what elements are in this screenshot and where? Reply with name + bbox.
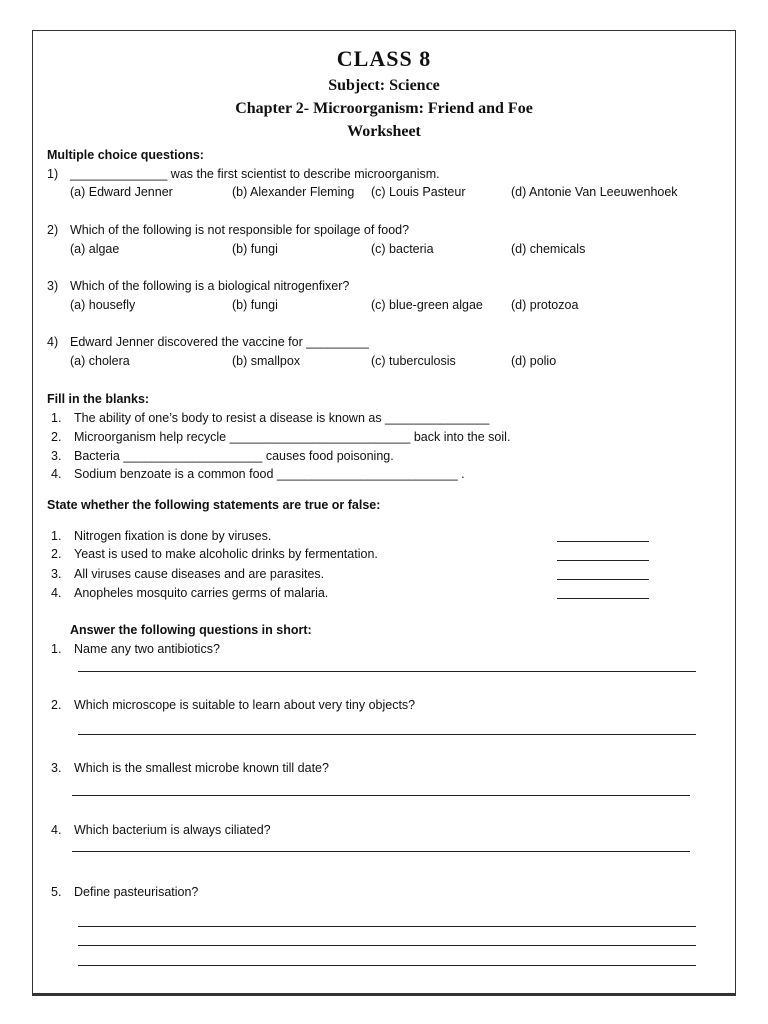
item-text: Define pasteurisation? — [74, 885, 199, 899]
option-c: (c) bacteria — [371, 242, 434, 256]
item-text: Name any two antibiotics? — [74, 642, 220, 656]
question-text: Edward Jenner discovered the vaccine for _________ — [70, 335, 369, 349]
item-text: Which bacterium is always ciliated? — [74, 823, 271, 837]
item-number: 4. — [51, 586, 62, 600]
question-text: Which of the following is not responsible for spoilage of food? — [70, 223, 410, 237]
item-text: Anopheles mosquito carries germs of malaria. — [74, 586, 329, 600]
question-text: Which of the following is a biological nitrogenfixer? — [70, 279, 350, 293]
answer-line[interactable] — [78, 965, 696, 966]
option-d: (d) protozoa — [511, 298, 579, 312]
question-number: 4) — [47, 335, 59, 349]
item-number: 2. — [51, 698, 62, 712]
option-b: (b) smallpox — [232, 354, 301, 368]
answer-line[interactable] — [78, 945, 696, 946]
item-text: Sodium benzoate is a common food __________________________ . — [74, 467, 465, 481]
question-number: 2) — [47, 223, 59, 237]
class-title: CLASS 8 — [336, 46, 432, 71]
short-answer-heading: Answer the following questions in short: — [70, 623, 312, 637]
true-false-heading: State whether the following statements are true or false: — [47, 498, 381, 512]
option-a: (a) housefly — [70, 298, 136, 312]
answer-line[interactable] — [557, 541, 649, 542]
option-a: (a) cholera — [70, 354, 130, 368]
subject-title: Subject: Science — [328, 77, 440, 94]
answer-line[interactable] — [78, 671, 696, 672]
answer-line[interactable] — [557, 579, 649, 580]
option-d: (d) Antonie Van Leeuwenhoek — [511, 185, 678, 199]
answer-line[interactable] — [72, 795, 690, 796]
option-d: (d) polio — [511, 354, 557, 368]
item-text: Yeast is used to make alcoholic drinks by fermentation. — [74, 547, 378, 561]
option-b: (b) Alexander Fleming — [232, 185, 355, 199]
item-text: Which is the smallest microbe known till date? — [74, 761, 329, 775]
question-number: 1) — [47, 167, 59, 181]
item-text: Which microscope is suitable to learn about very tiny objects? — [74, 698, 416, 712]
worksheet-title: Worksheet — [347, 123, 421, 140]
answer-line[interactable] — [557, 598, 649, 599]
option-b: (b) fungi — [232, 298, 278, 312]
item-number: 4. — [51, 467, 62, 481]
item-number: 1. — [51, 642, 62, 656]
mcq-heading: Multiple choice questions: — [47, 148, 204, 162]
answer-line[interactable] — [557, 560, 649, 561]
item-number: 3. — [51, 449, 62, 463]
question-number: 3) — [47, 279, 59, 293]
option-c: (c) Louis Pasteur — [371, 185, 466, 199]
answer-line[interactable] — [72, 851, 690, 852]
item-number: 3. — [51, 761, 62, 775]
item-number: 3. — [51, 567, 62, 581]
question-text: ______________ was the first scientist to describe microorganism. — [70, 167, 440, 181]
item-number: 4. — [51, 823, 62, 837]
option-c: (c) blue-green algae — [371, 298, 483, 312]
item-text: Microorganism help recycle __________________________ back into the soil. — [74, 430, 511, 444]
item-number: 1. — [51, 411, 62, 425]
option-d: (d) chemicals — [511, 242, 586, 256]
option-a: (a) Edward Jenner — [70, 185, 173, 199]
fill-blanks-heading: Fill in the blanks: — [47, 392, 150, 406]
item-number: 2. — [51, 430, 62, 444]
option-b: (b) fungi — [232, 242, 278, 256]
item-text: The ability of one’s body to resist a disease is known as _______________ — [74, 411, 490, 425]
answer-line[interactable] — [78, 926, 696, 927]
option-c: (c) tuberculosis — [371, 354, 456, 368]
item-number: 2. — [51, 547, 62, 561]
item-text: All viruses cause diseases and are parasites. — [74, 567, 325, 581]
option-a: (a) algae — [70, 242, 120, 256]
answer-line[interactable] — [78, 734, 696, 735]
item-text: Nitrogen fixation is done by viruses. — [74, 529, 272, 543]
item-number: 1. — [51, 529, 62, 543]
item-number: 5. — [51, 885, 62, 899]
item-text: Bacteria ____________________ causes food poisoning. — [74, 449, 394, 463]
chapter-title: Chapter 2- Microorganism: Friend and Foe — [235, 100, 533, 117]
